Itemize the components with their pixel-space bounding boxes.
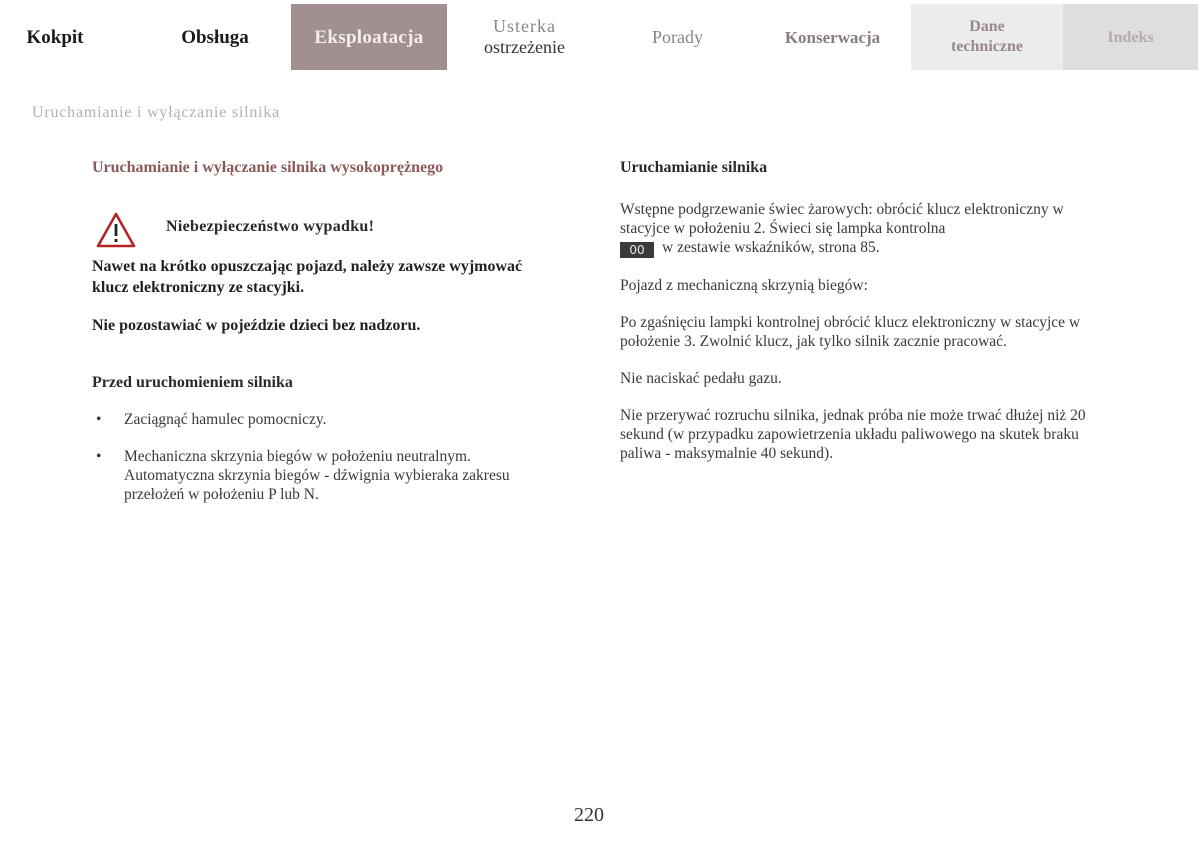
glow-plug-icon: 00: [620, 242, 654, 258]
top-navigation: [0, 0, 1200, 70]
paragraph-no-gas: Nie naciskać pedału gazu.: [620, 370, 782, 387]
tab-kokpit[interactable]: Kokpit: [26, 26, 84, 48]
section-heading-diesel: Uruchamianie i wyłączanie silnika wysokoprężnego: [92, 159, 444, 176]
warning-title: Niebezpieczeństwo wypadku!: [166, 218, 375, 235]
warning-box: [92, 216, 562, 250]
checklist: [92, 410, 562, 504]
subheading-before-start: Przed uruchomieniem silnika: [92, 374, 293, 391]
warning-triangle-icon: [96, 212, 136, 248]
tab-obsluga[interactable]: Obsługa: [181, 26, 249, 48]
bullet-dot: •: [96, 448, 102, 465]
right-column: [620, 158, 1110, 463]
paragraph-cranking-time: Nie przerywać rozruchu silnika, jednak próba nie może trwać dłużej niż 20 sekund (w przypadku zapowietrzenia układu paliwowego na skutek braku paliwa - maksymalnie 40 sekund).: [620, 407, 1086, 462]
section-heading-start-engine: Uruchamianie silnika: [620, 159, 768, 176]
list-item: • Mechaniczna skrzynia biegów w położeniu neutralnym. Automatyczna skrzynia biegów - dźwignia wybieraka zakresu przełożeń w położeniu P lub N.: [96, 448, 510, 503]
paragraph-manual-gearbox: Pojazd z mechaniczną skrzynią biegów:: [620, 277, 868, 294]
tab-dane-techniczne[interactable]: Dane techniczne: [911, 4, 1063, 70]
left-column: [92, 158, 562, 522]
warning-text-children: Nie pozostawiać w pojeździe dzieci bez nadzoru.: [92, 317, 421, 334]
breadcrumb: Uruchamianie i wyłączanie silnika: [32, 104, 281, 121]
tab-indeks[interactable]: Indeks: [1063, 4, 1198, 70]
bullet-dot: •: [96, 411, 102, 428]
page-number: 220: [574, 804, 604, 826]
paragraph-preheat: Wstępne podgrzewanie świec żarowych: obrócić klucz elektroniczny w stacyjce w położeniu 2. Świeci się lampka kontrolna 00 w zestawie wskaźników, strona 85.: [620, 201, 1064, 257]
paragraph-turn-key: Po zgaśnięciu lampki kontrolnej obrócić klucz elektroniczny w stacyjce w położenie 3. Zwolnić klucz, jak tylko silnik zacznie pracować.: [620, 314, 1081, 350]
tab-usterka-ostrzezenie[interactable]: Usterka ostrzeżenie: [484, 16, 565, 57]
warning-text-key: Nawet na krótko opuszczając pojazd, należy zawsze wyjmować klucz elektroniczny ze stacyjki.: [92, 258, 523, 296]
tab-konserwacja[interactable]: Konserwacja: [784, 27, 881, 47]
tab-eksploatacja[interactable]: Eksploatacja: [291, 4, 447, 70]
tab-porady[interactable]: Porady: [652, 26, 703, 47]
list-item: • Zaciągnąć hamulec pomocniczy.: [96, 411, 327, 428]
